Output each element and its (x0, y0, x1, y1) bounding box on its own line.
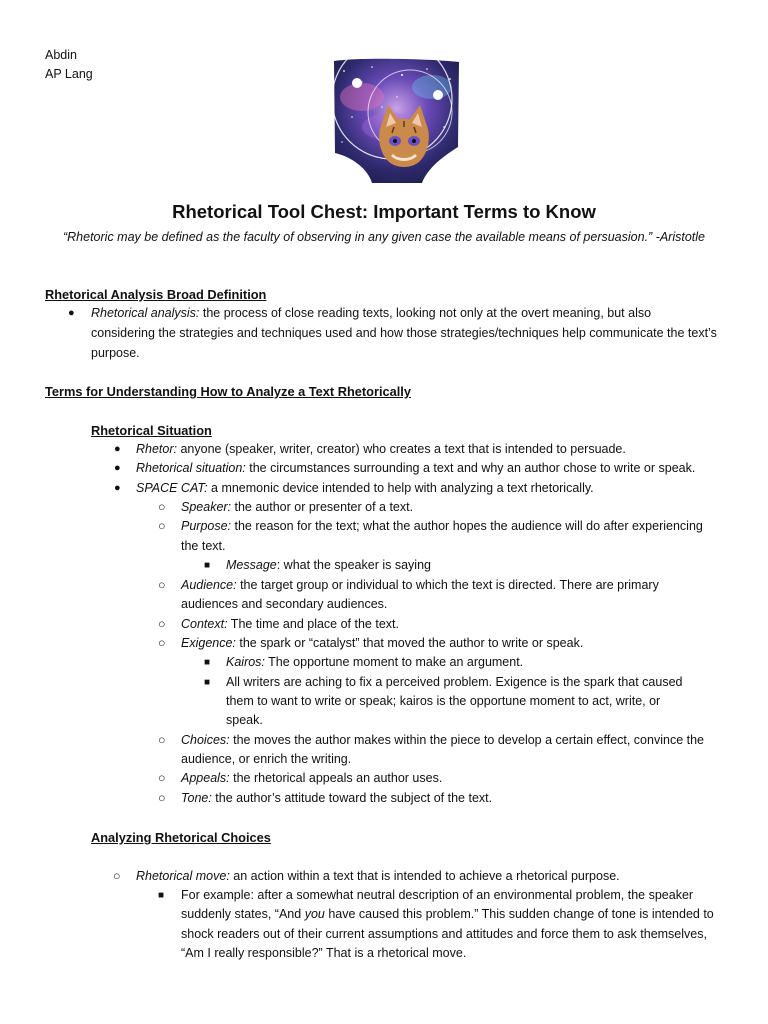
bullet-circle: ○ (158, 733, 166, 747)
example-text: have caused this problem.” This sudden change of tone is intended to (324, 907, 714, 921)
bullet-square: ■ (158, 890, 165, 901)
broad-definition-line-3: purpose. (91, 346, 140, 360)
item-speaker (181, 498, 413, 517)
bullet-circle: ○ (158, 771, 166, 785)
item-audience-line-2: audiences and secondary audiences. (181, 597, 388, 611)
term-rhetorical-analysis: Rhetorical analysis: (91, 306, 200, 320)
item-rhetorical-situation (136, 459, 695, 478)
rhetorical-situation-heading: Rhetorical Situation (91, 423, 212, 438)
bullet-circle: ○ (158, 519, 166, 533)
bullet-disc: ● (114, 462, 121, 474)
bullet-disc: ● (114, 443, 121, 455)
example-line-4: “Am I really responsible?” That is a rhetorical move. (181, 946, 467, 960)
term-appeals: Appeals: (181, 771, 230, 785)
author-block (45, 46, 93, 84)
item-context (181, 615, 399, 634)
item-kairos (226, 653, 523, 672)
item-writers-line-1: All writers are aching to fix a perceived problem. Exigence is the spark that caused (226, 675, 683, 689)
student-name: Abdin (45, 48, 77, 62)
definition-text: a mnemonic device intended to help with analyzing a text rhetorically. (207, 481, 594, 495)
example-line-1: For example: after a somewhat neutral description of an environmental problem, the speaker (181, 888, 694, 902)
bullet-circle: ○ (113, 869, 121, 883)
definition-text: the target group or individual to which the text is directed. There are primary (236, 578, 659, 592)
class-name: AP Lang (45, 67, 93, 81)
definition-text: The time and place of the text. (227, 617, 399, 631)
analyzing-choices-heading: Analyzing Rhetorical Choices (91, 830, 271, 845)
bullet-circle: ○ (158, 791, 166, 805)
item-space-cat (136, 479, 594, 498)
broad-definition-line-2: considering the strategies and techniques used and how those strategies/techniques help communicate the text’s (91, 326, 717, 340)
item-audience (181, 576, 659, 595)
emphasis-you: you (304, 907, 325, 921)
term-speaker: Speaker: (181, 500, 232, 514)
aristotle-quote: “Rhetoric may be defined as the faculty of observing in any given case the available means of persuasion.” -Aristotle (62, 230, 705, 244)
term-tone: Tone: (181, 791, 212, 805)
item-exigence (181, 634, 583, 653)
term-purpose: Purpose: (181, 519, 232, 533)
term-space-cat: SPACE CAT: (136, 481, 208, 495)
definition-text: the author’s attitude toward the subject of the text. (211, 791, 493, 805)
term-kairos: Kairos: (226, 655, 265, 669)
item-rhetor (136, 440, 626, 459)
definition-text: the moves the author makes within the piece to develop a certain effect, convince the (229, 733, 704, 747)
page-title: Rhetorical Tool Chest: Important Terms to Know (172, 201, 596, 222)
space-cat-illustration (332, 57, 461, 184)
term-rhetorical-move: Rhetorical move: (136, 869, 230, 883)
definition-text: the author or presenter of a text. (231, 500, 414, 514)
item-choices-line-2: audience, or enrich the writing. (181, 752, 352, 766)
bullet-disc: ● (114, 482, 121, 494)
definition-text: the process of close reading texts, looking not only at the overt meaning, but also (199, 306, 652, 320)
definition-text: the circumstances surrounding a text and why an author chose to write or speak. (245, 461, 696, 475)
item-rhetorical-move (136, 867, 620, 886)
item-message (226, 556, 431, 575)
item-appeals (181, 769, 442, 788)
definition-text: the spark or “catalyst” that moved the author to write or speak. (235, 636, 584, 650)
definition-text: : what the speaker is saying (276, 558, 431, 572)
term-rhetor: Rhetor: (136, 442, 177, 456)
term-rhetorical-situation: Rhetorical situation: (136, 461, 246, 475)
item-tone (181, 789, 492, 808)
bullet-square: ■ (204, 677, 211, 688)
term-exigence: Exigence: (181, 636, 236, 650)
item-writers-line-3: speak. (226, 713, 263, 727)
bullet-circle: ○ (158, 617, 166, 631)
definition-text: anyone (speaker, writer, creator) who creates a text that is intended to persuade. (177, 442, 626, 456)
terms-heading: Terms for Understanding How to Analyze a Text Rhetorically (45, 384, 411, 399)
item-choices (181, 731, 704, 750)
example-text: suddenly states, “And (181, 907, 305, 921)
item-purpose (181, 517, 703, 536)
bullet-disc: ● (68, 307, 75, 319)
broad-definition-line-1 (91, 304, 651, 323)
item-writers-line-2: them to want to write or speak; kairos is the opportune moment to act, write, or (226, 694, 661, 708)
example-line-3: shock readers out of their current assumptions and attitudes and force them to ask themselves, (181, 927, 707, 941)
term-choices: Choices: (181, 733, 230, 747)
term-context: Context: (181, 617, 228, 631)
bullet-circle: ○ (158, 500, 166, 514)
bullet-square: ■ (204, 560, 211, 571)
item-purpose-line-2: the text. (181, 539, 226, 553)
example-line-2 (181, 905, 714, 924)
bullet-square: ■ (204, 657, 211, 668)
broad-definition-heading: Rhetorical Analysis Broad Definition (45, 287, 267, 302)
term-message: Message (226, 558, 277, 572)
bullet-circle: ○ (158, 636, 166, 650)
definition-text: The opportune moment to make an argument. (264, 655, 524, 669)
definition-text: the reason for the text; what the author hopes the audience will do after experiencing (231, 519, 703, 533)
definition-text: the rhetorical appeals an author uses. (229, 771, 443, 785)
definition-text: an action within a text that is intended to achieve a rhetorical purpose. (229, 869, 620, 883)
bullet-circle: ○ (158, 578, 166, 592)
term-audience: Audience: (181, 578, 237, 592)
